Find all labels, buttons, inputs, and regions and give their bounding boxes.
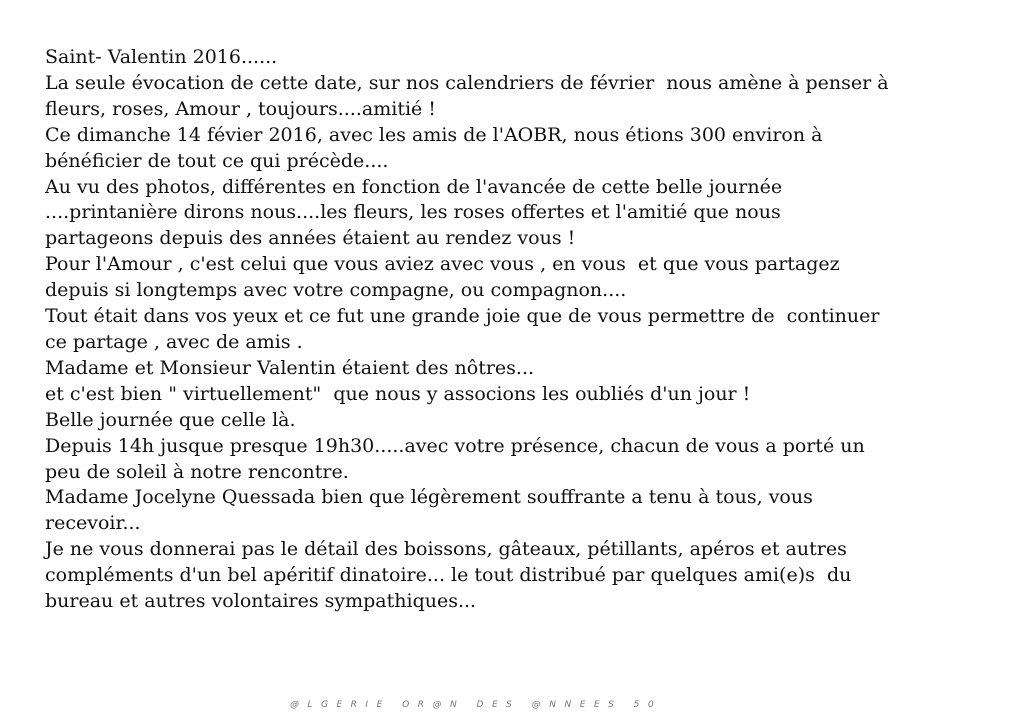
text-line: Madame et Monsieur Valentin étaient des nôtres... [45,356,535,379]
text-line: bénéficier de tout ce qui précède.... [45,149,389,172]
text-line: La seule évocation de cette date, sur nos calendriers de février nous amène à penser à [45,71,889,94]
text-line: et c'est bien " virtuellement" que nous y associons les oubliés d'un jour ! [45,382,751,405]
text-line: Tout était dans vos yeux et ce fut une grande joie que de vous permettre de continuer [45,305,880,328]
text-line: Depuis 14h jusque presque 19h30.....avec votre présence, chacun de vous a porté un [45,434,865,457]
footer-watermark: @LGERIE OR@N DES @NNEES 50 [290,700,663,710]
text-line: Ce dimanche 14 févier 2016, avec les amis de l'AOBR, nous étions 300 environ à [45,123,823,146]
text-line: bureau et autres volontaires sympathiques... [45,590,477,613]
text-line: Au vu des photos, différentes en fonction de l'avancée de cette belle journée [45,175,783,198]
text-line: Pour l'Amour , c'est celui que vous aviez avec vous , en vous et que vous partagez [45,253,840,276]
text-line: peu de soleil à notre rencontre. [45,460,349,483]
text-line: Belle journée que celle là. [45,408,296,431]
text-line: partageons depuis des années étaient au rendez vous ! [45,227,576,250]
text-line: ....printanière dirons nous....les fleurs, les roses offertes et l'amitié que nous [45,201,781,224]
text-line: recevoir... [45,512,141,535]
body-text [45,45,995,615]
text-line: Je ne vous donnerai pas le détail des boissons, gâteaux, pétillants, apéros et autres [45,538,847,561]
text-line: Saint- Valentin 2016...... [45,46,278,68]
text-line: compléments d'un bel apéritif dinatoire... le tout distribué par quelques ami(e)s du [45,564,852,587]
text-line: Madame Jocelyne Quessada bien que légèrement souffrante a tenu à tous, vous [45,486,813,509]
text-line: ce partage , avec de amis . [45,330,303,353]
text-line: fleurs, roses, Amour , toujours....amitié ! [45,97,436,120]
text-line: depuis si longtemps avec votre compagne, ou compagnon.... [45,279,627,302]
